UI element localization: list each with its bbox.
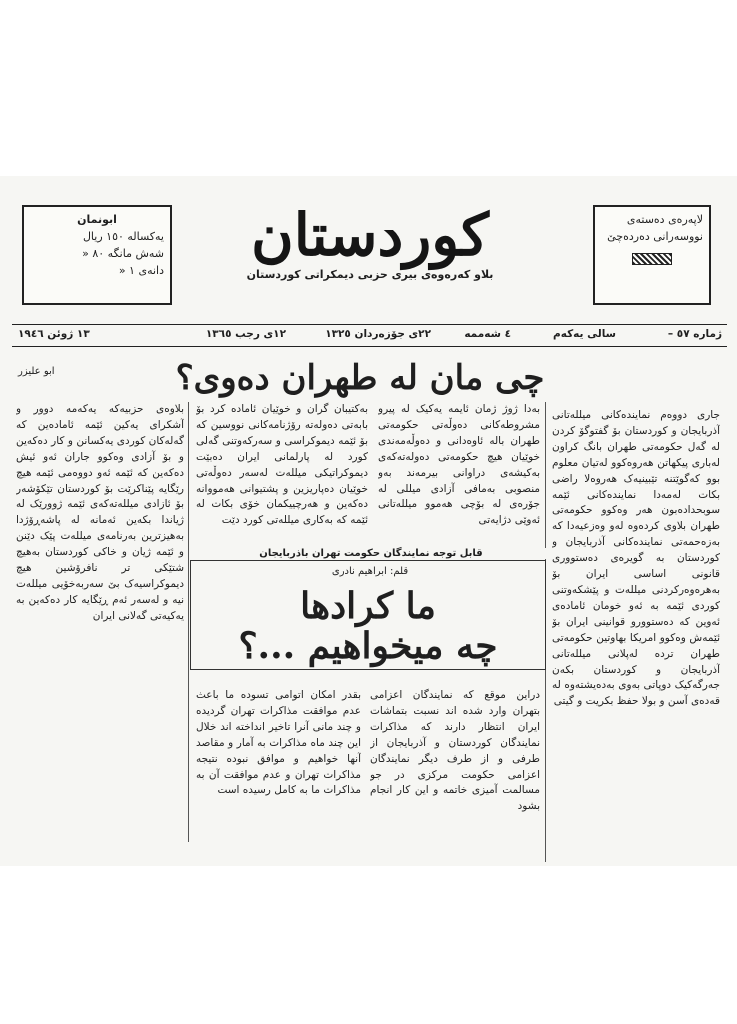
date-kurdish: ٢٢ی جۆزەردان ١٣٢٥ <box>325 328 431 340</box>
column-divider <box>188 402 189 842</box>
column-3-text: بەکتیبان گران و خوێیان ئامادە کرد بۆ بابەتی دەولەتە رۆژنامەکانی نووسین کە بۆ ئێمە دیموکراسی و سەرکەوتنی گەلی کورد لە پارلمانی ایران دەبێت دیموکراتیکی میللەت لەسەر دەوڵەتی خوێیان دەپاریزین و پشتیوانی هەمووانە دەکەین و هەرچییکمان خۆی بکات لە ئێمە کە بەکاری میللەتی کورد دێت <box>196 403 368 527</box>
subscription-yearly: یەکسالە ١٥٠ ریال <box>82 230 164 243</box>
inset-title-line-2: چه میخواهیم ...؟ <box>238 625 498 667</box>
article-column-3 <box>196 402 368 544</box>
date-hijri: ١٢ی رجب ١٣٦٥ <box>205 328 286 340</box>
inset-title <box>192 586 544 666</box>
article-column-1 <box>552 408 720 864</box>
subscription-box <box>22 205 172 305</box>
main-headline: چی مان لە طهران دەوی؟ <box>175 358 545 398</box>
subscription-single: دانەی ١ « <box>118 264 164 277</box>
masthead-rule-bottom <box>12 346 727 347</box>
column-4-text: بلاوەی حزبیەکە یەکەمە دوور و آشکرای یەکین ئێمە ئامادەین کە گەلەکان کوردی یەکسانن و کار دەکەین و بۆ آزادی وەکوو جاران ئەو ئیش دەکەین کە ئێمە ئەو دووەمی ئێمە هیچ رێگایە پێناکرێت بۆ کوردستان تێکۆشەر بۆ ئازادی میللەتەکەی ئێمە ژوورێک لە ژیاندا بکەین ئەمانە لە پاشەڕۆژدا بەهیزترین بەرنامەی میللەت پێک دێنن و ئێمە ژیان و خاکی کوردستان بەهیچ شتێکی تر نافرۆشین هیچ دیموکراسیەک بێ سەربەخۆیی میللەت نیە و لەسەر ئەم ڕێگایە کار دەکەین بە یەکیەتی گەلانی ایران <box>16 403 184 622</box>
newspaper-subtitle: بلاو کەرەوەی بیری حزبی دیمکراتی کوردستان <box>246 268 494 281</box>
headline-byline: ابو علیزر <box>18 366 55 377</box>
masthead <box>200 200 540 290</box>
article-column-2 <box>378 402 540 544</box>
publication-year: سالی یەکەم <box>553 328 616 340</box>
inset-author: قلم: ابراهیم نادری <box>331 566 409 577</box>
newspaper-title: کوردستان <box>251 201 489 269</box>
editorial-line-1: لاپەرەی دەستەی <box>626 213 703 226</box>
inset-column-right <box>370 688 540 858</box>
inset-left-text: بقدر امکان اتوامی تسوده ما باعث عدم موافقت مذاکرات تهران گردیده و چند مانی آنرا تاخیر انداخته اند خلال این چند ماه مذاکرات بە آمار و مقاصد آنها خواهیم و موافق نبوده نتیجه مذاکرات تهران و عدم موافقت آن بە مذاکرات ما بە کامل رسیده است <box>196 689 361 797</box>
article-column-4 <box>16 402 184 842</box>
inset-right-text: دراین موقع که نمایندگان اعزامی بتهران وارد شده اند نسبت بتماشات ایران انتظار دارند که مذاکرات نمایندگان کوردستان و آذربایجان از طرفی و از طرف دیگر نمایندگان اعزامی حکومت مرکزی در جو مسالمت آمیزی خاتمه و این کار انجام بشود <box>370 689 540 813</box>
dateline <box>14 328 726 346</box>
issue-number: ژمارە ٥٧ – <box>667 328 722 340</box>
inset-caption: قابل توجه نمایندگان حکومت تهران باذربایجان <box>196 548 546 559</box>
column-1-text: جاری دووەم نمایندەکانی میللەتانی آذربایجان و کوردستان بۆ گفتوگۆ کردن لە گەل حکومەتی طهران بانگ کراون لەباری پیکهاتن هەروەکوو لەتیان معلوم بوو کەگوێتنە تێبینیەک هەروەلا راضی بکات لەمەدا نمایندەکانی ئێمە سوبحدادەبون هەر وەکوو حکومەتی طهران بلاوی کردەوە لەو وەزعیەدا کە بەزەحمەتی نمایندەکانی آذربایجان و کوردستان بە گویرەی دەستووری قانونی اساسی ایران بۆ بەهرەوەرکردنی میللەت و پێشکەوتنی کوردی ئێمە بە ئەو خومان ئامادەی ئەوین کە دەستوورو قوانینی ایران بۆ ئێمەش وەکوو امریکا بهاوتین حکومەتی طهران تردە لەپلانی میللەتانی آذربایجان و کوردستان بکەن جەرگەکیک دوپاتی بەوی بەدەیشتەوە لە قەدەی آسن و بولا حفظ بکریت و گیتی <box>552 409 720 708</box>
date-gregorian: ١٣ ژوئن ١٩٤٦ <box>18 328 90 340</box>
weekday: ٤ شەممە <box>464 328 511 340</box>
column-2-text: بەدا ژوژ ژمان ئایمە یەکیک لە پیرو مشروطەکانی دەوڵەتی حکومەتی طهران بالە ئاوەدانی و دەوڵەمەندی خوێیان هیچ حکومەتی دەولەتەکەی بەکیشەی دراوانی بیرمەند بەو منصوبی بەمافی آزادی میللی لە جۆرەی لە بۆچی هەموو میللەتانی ئەوێی دژایەتی <box>378 403 540 527</box>
editorial-line-2: نووسەرانی دەردەچێ <box>607 230 703 243</box>
inset-column-left <box>196 688 361 858</box>
subscription-half-year: شەش مانگە ٨٠ « <box>82 247 164 260</box>
subscription-heading: ابونمان <box>77 213 117 226</box>
emblem-icon <box>632 253 672 265</box>
masthead-rule-top <box>12 324 727 325</box>
editorial-box <box>593 205 711 305</box>
inset-title-line-1: ما کرادها <box>300 585 436 627</box>
